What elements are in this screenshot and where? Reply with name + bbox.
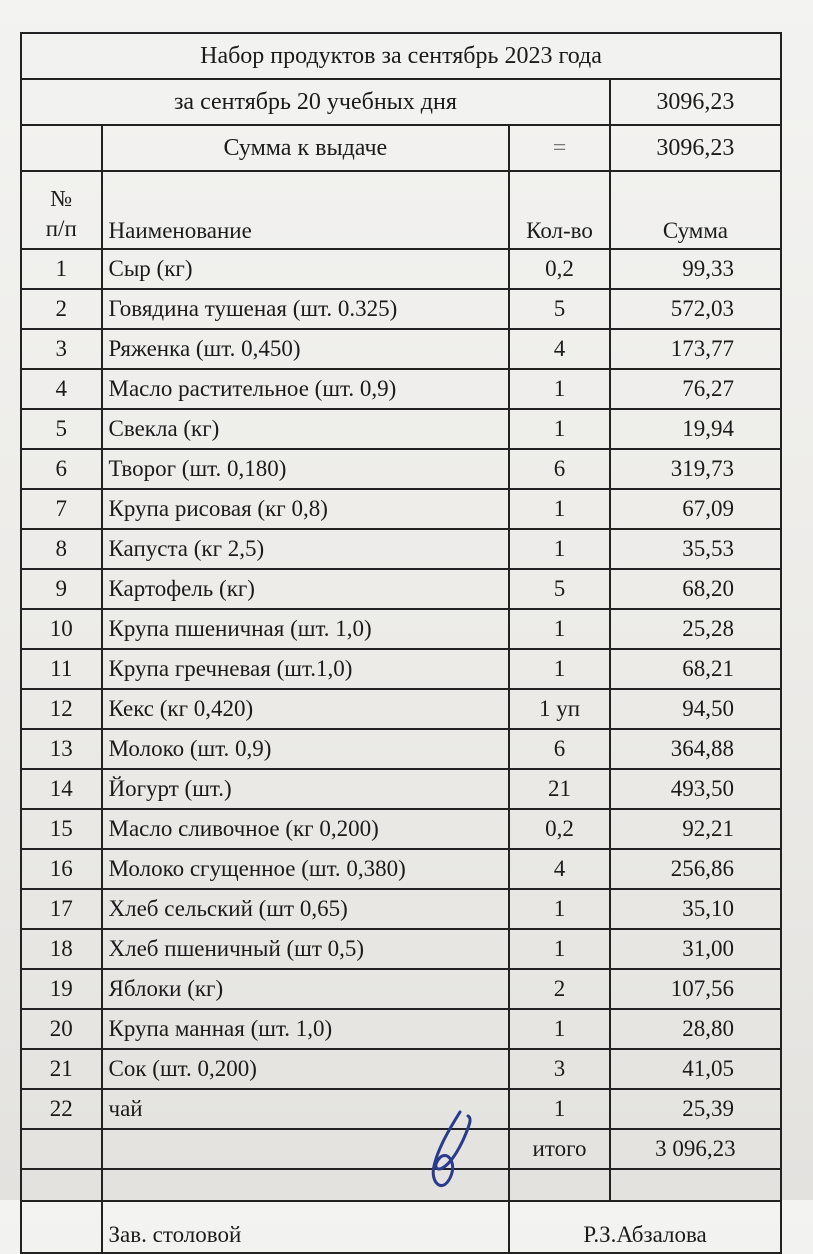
blank-cell [102,1169,510,1201]
row-sum: 25,39 [610,1089,781,1129]
row-qty: 4 [509,849,610,889]
row-number: 17 [21,889,102,929]
total-empty-2 [102,1129,510,1169]
row-qty: 1 [509,929,610,969]
row-qty: 0,2 [509,809,610,849]
row-sum: 173,77 [610,329,781,369]
row-sum: 68,21 [610,649,781,689]
table-row [21,809,781,849]
row-number: 9 [21,569,102,609]
row-sum: 41,05 [610,1049,781,1089]
column-header-sum: Сумма [610,171,781,249]
row-number: 19 [21,969,102,1009]
signature-person: Р.З.Абзалова [509,1201,781,1253]
row-name: Крупа манная (шт. 1,0) [102,1009,510,1049]
row-name: Сыр (кг) [102,249,510,289]
row-number: 21 [21,1049,102,1089]
row-name: Крупа гречневая (шт.1,0) [102,649,510,689]
row-number: 3 [21,329,102,369]
row-name: чай [102,1089,510,1129]
row-name: Масло растительное (шт. 0,9) [102,369,510,409]
row-name: Крупа пшеничная (шт. 1,0) [102,609,510,649]
row-sum: 19,94 [610,409,781,449]
row-name: Картофель (кг) [102,569,510,609]
row-name: Сок (шт. 0,200) [102,1049,510,1089]
table-row [21,649,781,689]
total-label: итого [509,1129,610,1169]
row-number: 2 [21,289,102,329]
table-row [21,529,781,569]
row-name: Яблоки (кг) [102,969,510,1009]
row-name: Кекс (кг 0,420) [102,689,510,729]
table-row [21,449,781,489]
row-number: 6 [21,449,102,489]
table-row [21,849,781,889]
row-qty: 1 [509,1089,610,1129]
row-sum: 256,86 [610,849,781,889]
row-name: Говядина тушеная (шт. 0.325) [102,289,510,329]
row-sum: 68,20 [610,569,781,609]
row-qty: 1 [509,409,610,449]
table-row [21,369,781,409]
row-name: Йогурт (шт.) [102,769,510,809]
row-name: Крупа рисовая (кг 0,8) [102,489,510,529]
table-row [21,289,781,329]
period-row [21,79,781,125]
row-qty: 1 [509,649,610,689]
table-row [21,729,781,769]
row-number: 10 [21,609,102,649]
row-name: Творог (шт. 0,180) [102,449,510,489]
row-qty: 5 [509,289,610,329]
row-sum: 25,28 [610,609,781,649]
row-name: Ряженка (шт. 0,450) [102,329,510,369]
column-header-no [21,171,102,249]
row-qty: 1 [509,369,610,409]
payout-equals: = [509,125,610,171]
row-sum: 107,56 [610,969,781,1009]
blank-cell [610,1169,781,1201]
row-name: Хлеб пшеничный (шт 0,5) [102,929,510,969]
row-sum: 76,27 [610,369,781,409]
row-sum: 99,33 [610,249,781,289]
table-row [21,889,781,929]
row-qty: 1 [509,489,610,529]
table-row [21,969,781,1009]
signature-position: Зав. столовой [102,1201,510,1253]
table-row [21,489,781,529]
blank-cell [509,1169,610,1201]
row-number: 14 [21,769,102,809]
table-row [21,1089,781,1129]
row-name: Хлеб сельский (шт 0,65) [102,889,510,929]
row-qty: 1 [509,609,610,649]
row-qty: 5 [509,569,610,609]
table-row [21,409,781,449]
row-qty: 1 [509,529,610,569]
table-row [21,689,781,729]
table-row [21,1049,781,1089]
row-qty: 1 [509,1009,610,1049]
table-row [21,569,781,609]
row-qty: 1 [509,889,610,929]
row-qty: 4 [509,329,610,369]
title-row [21,33,781,79]
column-header-qty: Кол-во [509,171,610,249]
column-header-row [21,171,781,249]
row-sum: 319,73 [610,449,781,489]
total-row [21,1129,781,1169]
table-row [21,1009,781,1049]
row-name: Молоко сгущенное (шт. 0,380) [102,849,510,889]
blank-cell [21,1169,102,1201]
period-label: за сентябрь 20 учебных дня [21,79,610,125]
document-title: Набор продуктов за сентябрь 2023 года [21,33,781,79]
row-qty: 3 [509,1049,610,1089]
signature-row [21,1201,781,1253]
row-qty: 6 [509,729,610,769]
row-qty: 2 [509,969,610,1009]
row-name: Капуста (кг 2,5) [102,529,510,569]
row-sum: 572,03 [610,289,781,329]
row-sum: 28,80 [610,1009,781,1049]
row-qty: 21 [509,769,610,809]
column-header-no-line1: № [50,186,73,211]
row-qty: 6 [509,449,610,489]
column-header-no-line2: п/п [45,216,77,241]
table-row [21,249,781,289]
row-number: 16 [21,849,102,889]
row-sum: 67,09 [610,489,781,529]
table-row [21,609,781,649]
row-sum: 364,88 [610,729,781,769]
row-number: 4 [21,369,102,409]
payout-label: Сумма к выдаче [102,125,510,171]
row-qty: 1 уп [509,689,610,729]
product-list-document [20,32,782,1247]
period-sum: 3096,23 [610,79,781,125]
signature-empty-cell [21,1201,102,1253]
row-number: 1 [21,249,102,289]
row-number: 13 [21,729,102,769]
row-name: Свекла (кг) [102,409,510,449]
table-row [21,329,781,369]
row-number: 12 [21,689,102,729]
table-row [21,769,781,809]
column-header-name: Наименование [102,171,510,249]
row-number: 22 [21,1089,102,1129]
payout-sum: 3096,23 [610,125,781,171]
row-number: 5 [21,409,102,449]
row-sum: 35,53 [610,529,781,569]
total-empty-1 [21,1129,102,1169]
row-number: 11 [21,649,102,689]
row-number: 15 [21,809,102,849]
total-value: 3 096,23 [610,1129,781,1169]
row-sum: 31,00 [610,929,781,969]
table-row [21,929,781,969]
row-number: 20 [21,1009,102,1049]
row-name: Масло сливочное (кг 0,200) [102,809,510,849]
row-sum: 493,50 [610,769,781,809]
row-sum: 35,10 [610,889,781,929]
blank-row [21,1169,781,1201]
product-table [20,32,782,1254]
payout-row [21,125,781,171]
row-sum: 94,50 [610,689,781,729]
row-name: Молоко (шт. 0,9) [102,729,510,769]
row-number: 18 [21,929,102,969]
payout-empty-cell [21,125,102,171]
row-qty: 0,2 [509,249,610,289]
row-sum: 92,21 [610,809,781,849]
row-number: 7 [21,489,102,529]
row-number: 8 [21,529,102,569]
